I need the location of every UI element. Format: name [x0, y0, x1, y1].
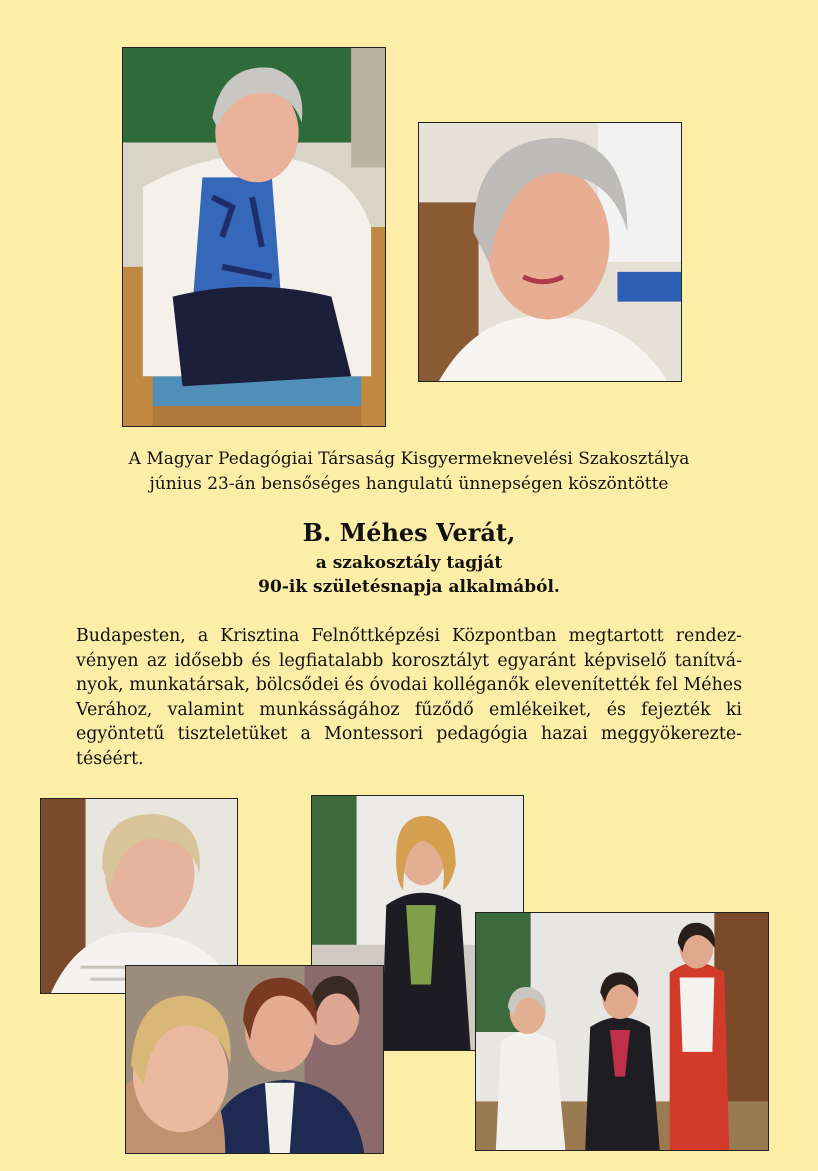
honoree-role: a szakosztály tagját: [315, 553, 503, 573]
honoree-name: B. Méhes Verát,: [302, 518, 516, 547]
honoree-occasion: 90-ik születésnapja alkalmából.: [258, 577, 560, 597]
photo-portrait-honoree: [418, 122, 682, 382]
photo-audience-women: [125, 965, 384, 1154]
photo-group-with-honoree: [475, 912, 769, 1151]
caption-line-2: június 23-án bensőséges hangulatú ünnepségen köszöntötte: [149, 474, 669, 494]
caption-line-1: A Magyar Pedagógiai Társaság Kisgyermeknevelési Szakosztálya: [128, 449, 690, 469]
event-description: Budapesten, a Krisztina Felnőttképzési Központban megtartott rendezvényen az idősebb és legfiatalabb korosztályt egyaránt képviselő tanítványok, munkatársak, bölcsődei és óvodai kolléganők elevenítették fel Méhes Verához, valamint munkásságához fűződő emlékeiket, és fejezték ki egyöntetű tiszteletüket a Montessori pedagógia hazai meggyökereztetéséért.: [76, 626, 742, 769]
photo-seated-honoree: [122, 47, 386, 427]
